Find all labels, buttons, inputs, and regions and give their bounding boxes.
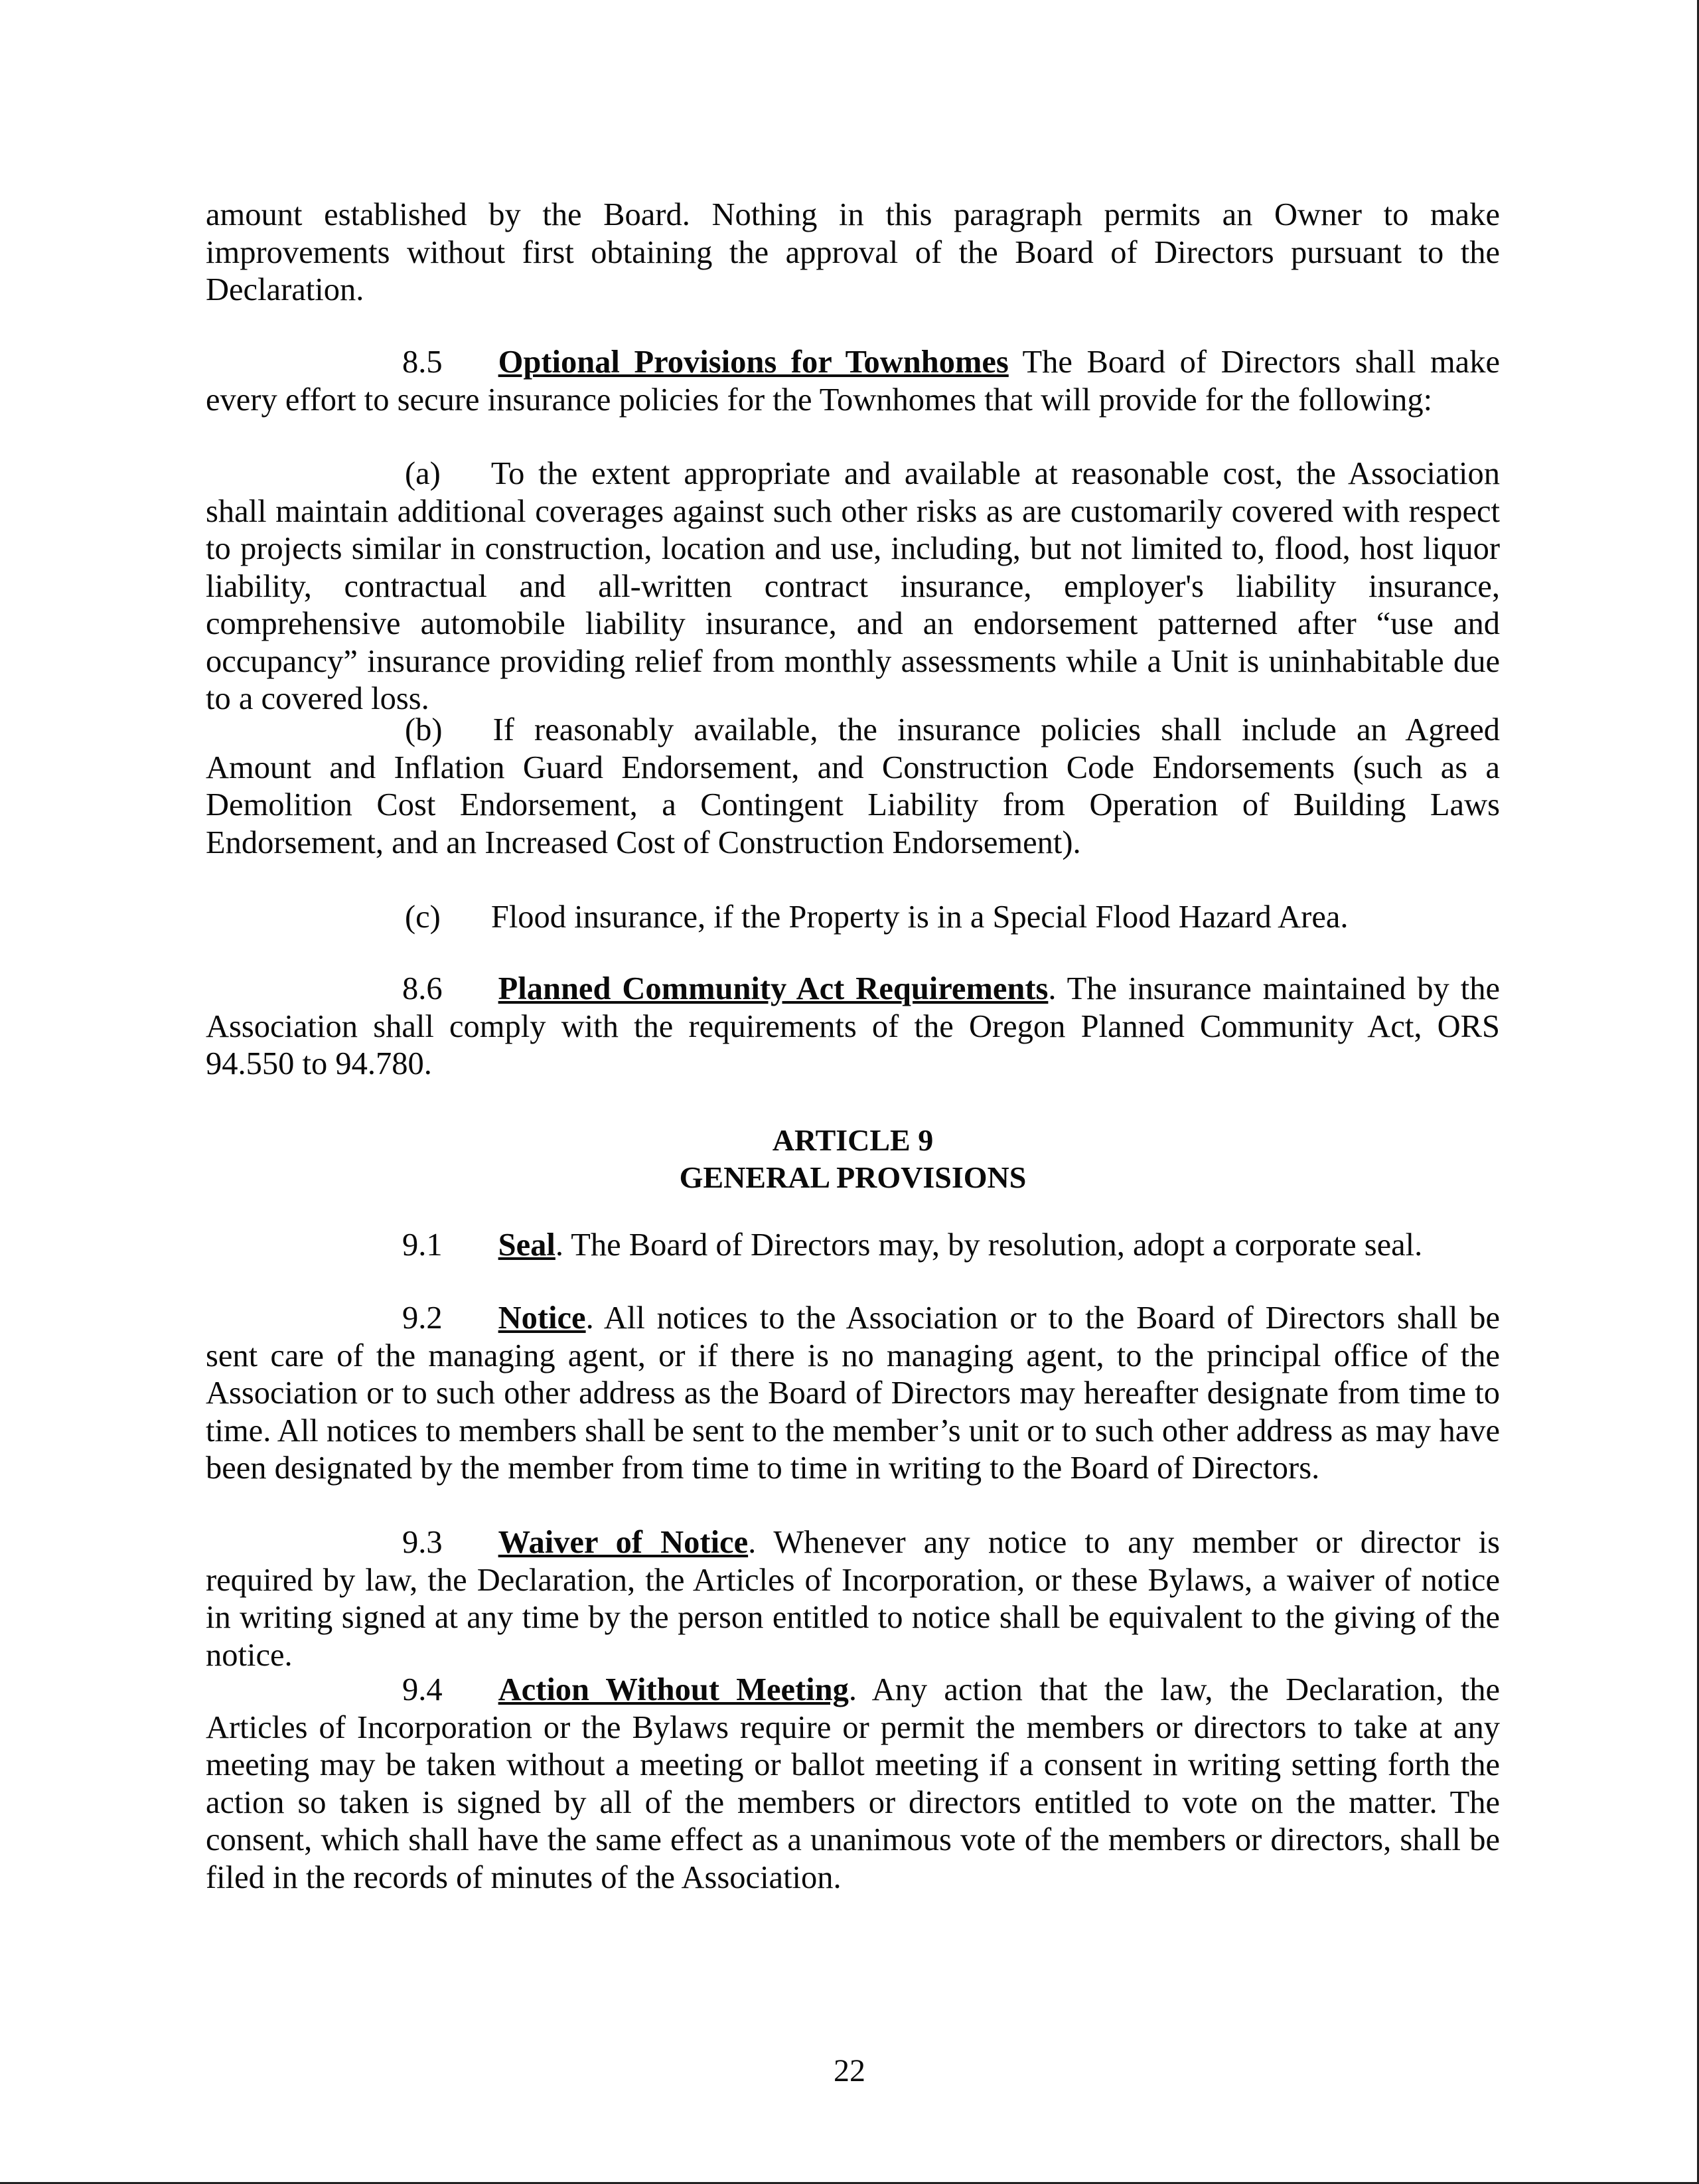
clause-label: (b) bbox=[405, 712, 443, 747]
section-9-3 bbox=[206, 1524, 1500, 1674]
section-number: 9.2 bbox=[402, 1300, 443, 1336]
section-number: 8.5 bbox=[402, 345, 443, 380]
section-body: The Board of Directors shall make every effort to secure insurance policies for the Townhomes that will provide for the following: bbox=[206, 345, 1500, 418]
section-heading: Optional Provisions for Townhomes bbox=[498, 345, 1009, 380]
clause-label: (c) bbox=[405, 899, 441, 935]
section-number: 9.3 bbox=[402, 1525, 443, 1560]
intro-text: amount established by the Board. Nothing in this paragraph permits an Owner to make improvements without first obtaining the approval of the Board of Directors pursuant to the Declaration. bbox=[206, 197, 1500, 307]
section-body: . All notices to the Association or to the Board of Directors shall be sent care of the managing agent, or if there is no managing agent, to the principal office of the Association or to such other address as the Board of Directors may hereafter designate from time to time. All notices to members shall be sent to the member’s unit or to such other address as may have been designated by the member from time to time in writing to the Board of Directors. bbox=[206, 1300, 1500, 1486]
section-heading: Notice bbox=[498, 1300, 586, 1336]
article-title: GENERAL PROVISIONS bbox=[679, 1160, 1027, 1194]
intro-paragraph bbox=[206, 196, 1500, 309]
section-9-2 bbox=[206, 1300, 1500, 1488]
article-number: ARTICLE 9 bbox=[772, 1123, 934, 1157]
clause-text: If reasonably available, the insurance policies shall include an Agreed Amount and Inflation Guard Endorsement, and Construction Code Endorsements (such as a Demolition Cost Endorsement, a Contingent Liability from Operation of Building Laws Endorsement, and an Increased Cost of Construction Endorsement). bbox=[206, 712, 1500, 860]
section-body: . Whenever any notice to any member or director is required by law, the Declaration, the Articles of Incorporation, or these Bylaws, a waiver of notice in writing signed at any time by the person entitled to notice shall be equivalent to the giving of the notice. bbox=[206, 1525, 1500, 1673]
clause-text: Flood insurance, if the Property is in a Special Flood Hazard Area. bbox=[490, 899, 1349, 935]
section-heading: Planned Community Act Requirements bbox=[498, 971, 1049, 1006]
section-9-1 bbox=[206, 1227, 1500, 1265]
clause-8-5-c bbox=[206, 899, 1500, 937]
section-number: 8.6 bbox=[402, 971, 443, 1006]
clause-label: (a) bbox=[405, 456, 441, 491]
section-heading: Seal bbox=[498, 1227, 555, 1263]
section-body: . The Board of Directors may, by resolution, adopt a corporate seal. bbox=[555, 1227, 1423, 1263]
section-number: 9.1 bbox=[402, 1227, 443, 1263]
section-number: 9.4 bbox=[402, 1672, 443, 1707]
section-8-6 bbox=[206, 971, 1500, 1083]
clause-text: To the extent appropriate and available at reasonable cost, the Association shall maintain additional coverages against such other risks as are customarily covered with respect to projects similar in construction, location and use, including, but not limited to, flood, host liquor liability, contractual and all-written contract insurance, employer's liability insurance, comprehensive automobile liability insurance, and an endorsement patterned after “use and occupancy” insurance providing relief from monthly assessments while a Unit is uninhabitable due to a covered loss. bbox=[206, 456, 1500, 716]
clause-8-5-a bbox=[206, 455, 1500, 718]
section-8-5 bbox=[206, 344, 1500, 419]
article-heading bbox=[206, 1122, 1500, 1196]
section-heading: Action Without Meeting bbox=[498, 1672, 849, 1707]
page-number: 22 bbox=[834, 2053, 865, 2088]
clause-8-5-b bbox=[206, 712, 1500, 862]
section-9-4 bbox=[206, 1672, 1500, 1897]
section-body: . Any action that the law, the Declaration, the Articles of Incorporation or the Bylaws require or permit the members or directors to take at any meeting may be taken without a meeting or ballot meeting if a consent in writing setting forth the action so taken is signed by all of the members or directors entitled to vote on the matter. The consent, which shall have the same effect as a unanimous vote of the members or directors, shall be filed in the records of minutes of the Association. bbox=[206, 1672, 1500, 1895]
section-heading: Waiver of Notice bbox=[498, 1525, 749, 1560]
section-body: . The insurance maintained by the Association shall comply with the requirements of the Oregon Planned Community Act, ORS 94.550 to 94.780. bbox=[206, 971, 1500, 1081]
